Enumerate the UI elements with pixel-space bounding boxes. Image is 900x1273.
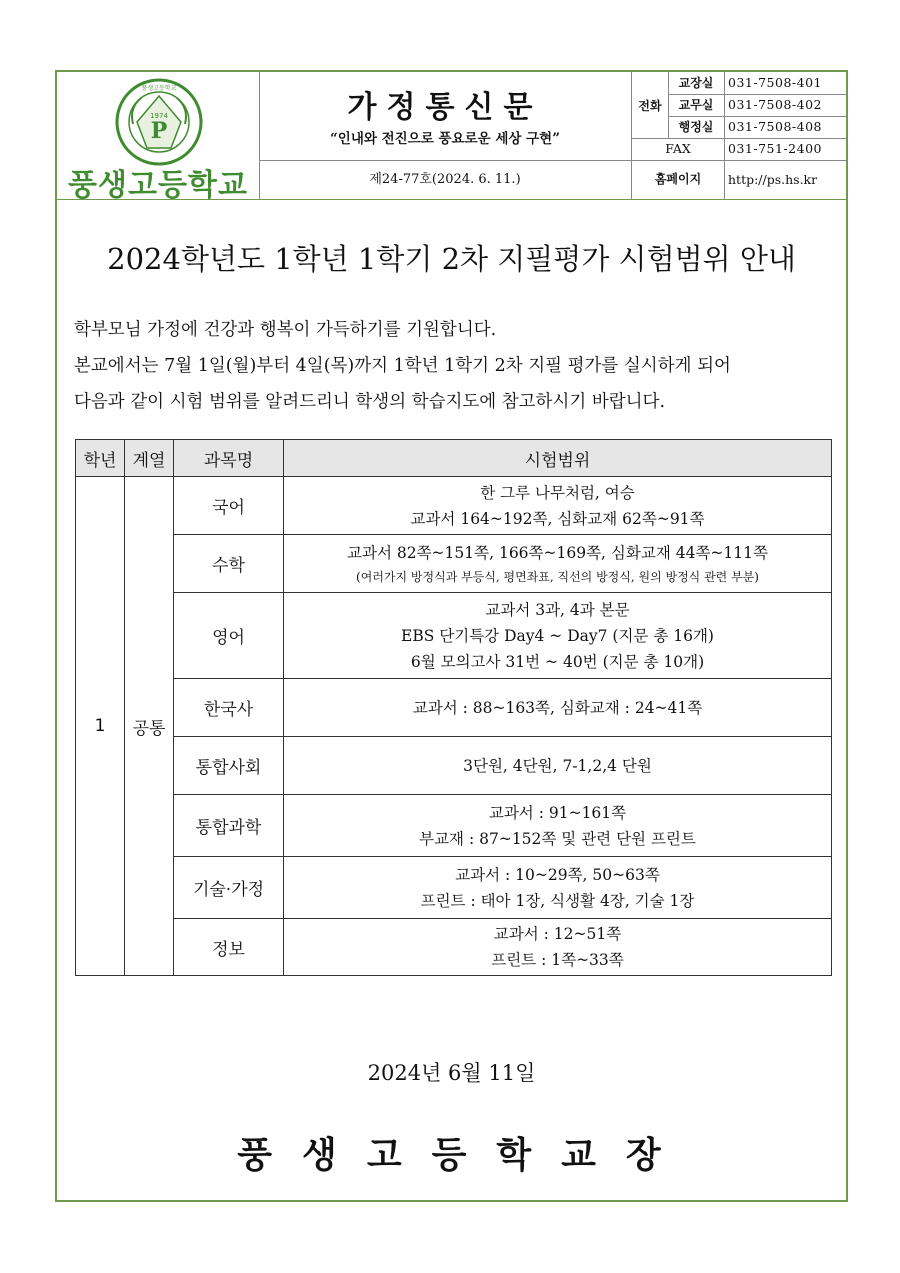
subject-cell: 국어 xyxy=(174,477,284,535)
phone-office-label: 교장실 xyxy=(668,72,725,94)
phone-label: 전화 xyxy=(632,72,669,139)
subject-cell: 통합사회 xyxy=(174,737,284,795)
homepage-link[interactable]: http://ps.hs.kr xyxy=(728,172,818,187)
subject-cell: 한국사 xyxy=(174,679,284,737)
school-slogan: “인내와 전진으로 풍요로운 세상 구현” xyxy=(330,131,560,147)
scope-line: 교과서 82쪽~151쪽, 166쪽~169쪽, 심화교재 44쪽~111쪽 xyxy=(347,543,768,562)
scope-line: EBS 단기특강 Day4 ~ Day7 (지문 총 16개) xyxy=(401,626,714,645)
scope-cell xyxy=(284,593,832,679)
newsletter-header xyxy=(57,72,846,203)
header-subject: 과목명 xyxy=(174,440,284,477)
table-row xyxy=(76,737,832,795)
header-scope: 시험범위 xyxy=(284,440,832,477)
scope-line: 6월 모의고사 31번 ~ 40번 (지문 총 10개) xyxy=(410,652,705,671)
scope-cell xyxy=(284,857,832,919)
scope-note: (여러가지 방정식과 부등식, 평면좌표, 직선의 방정식, 원의 방정식 관련 부분) xyxy=(356,569,759,584)
intro-line: 학부모님 가정에 건강과 행복이 가득하기를 기원합니다. xyxy=(74,320,497,340)
subject-cell: 통합과학 xyxy=(174,795,284,857)
issue-number: 제24-77호(2024. 6. 11.) xyxy=(369,172,521,187)
scope-line: 교과서 : 88~163쪽, 심화교재 : 24~41쪽 xyxy=(412,698,703,717)
phone-number: 031-7508-402 xyxy=(728,97,822,112)
scope-line: 교과서 3과, 4과 본문 xyxy=(485,600,630,619)
header-track: 계열 xyxy=(125,440,174,477)
table-row xyxy=(76,593,832,679)
scope-line: 교과서 : 12~51쪽 xyxy=(493,925,622,943)
homepage-label: 홈페이지 xyxy=(632,160,725,199)
table-header-row xyxy=(76,440,832,477)
subject-cell: 수학 xyxy=(174,535,284,593)
table-row xyxy=(76,679,832,737)
phone-number: 031-7508-401 xyxy=(728,75,822,90)
newsletter-title: 가정통신문 xyxy=(347,90,543,125)
fax-row xyxy=(632,138,847,161)
phone-row xyxy=(668,116,847,139)
phone-row xyxy=(668,72,847,95)
homepage-row xyxy=(632,160,847,199)
svg-text:풍생고등학교: 풍생고등학교 xyxy=(141,85,177,92)
school-name: 풍생고등학교 xyxy=(68,168,248,203)
track-cell: 공통 xyxy=(125,477,174,976)
scope-cell xyxy=(284,535,832,593)
phone-row xyxy=(668,94,847,117)
school-logo-box xyxy=(57,72,260,203)
phone-office-label: 행정실 xyxy=(668,116,725,138)
exam-scope-table xyxy=(75,439,832,976)
school-emblem-icon xyxy=(115,78,203,166)
table-row xyxy=(76,535,832,593)
table-row xyxy=(76,919,832,976)
scope-line: 3단원, 4단원, 7-1,2,4 단원 xyxy=(463,756,652,775)
intro-line: 다음과 같이 시험 범위를 알려드리니 학생의 학습지도에 참고하시기 바랍니다. xyxy=(74,392,666,412)
scope-cell xyxy=(284,737,832,795)
intro-line: 본교에서는 7월 1일(월)부터 4일(목)까지 1학년 1학기 2차 지필 평가를 실시하게 되어 xyxy=(74,356,731,376)
subject-cell: 기술·가정 xyxy=(174,857,284,919)
svg-text:P: P xyxy=(150,118,168,144)
svg-text:1974: 1974 xyxy=(150,112,168,120)
intro-text xyxy=(74,312,834,420)
scope-line: 한 그루 나무처럼, 여승 xyxy=(480,483,635,502)
subject-cell: 영어 xyxy=(174,593,284,679)
subject-cell: 정보 xyxy=(174,919,284,976)
scope-line: 부교재 : 87~152쪽 및 관련 단원 프린트 xyxy=(419,829,696,848)
contact-info xyxy=(631,72,847,199)
page-title: 2024학년도 1학년 1학기 2차 지필평가 시험범위 안내 xyxy=(107,242,796,276)
scope-cell xyxy=(284,919,832,976)
scope-line: 교과서 164~192쪽, 심화교재 62쪽~91쪽 xyxy=(410,509,705,528)
scope-line: 프린트 : 1쪽~33쪽 xyxy=(491,951,624,969)
table-row xyxy=(76,857,832,919)
issue-date: 2024년 6월 11일 xyxy=(367,1061,536,1085)
phone-number: 031-7508-408 xyxy=(728,119,822,134)
grade-cell: 1 xyxy=(76,477,125,976)
scope-line: 교과서 : 10~29쪽, 50~63쪽 xyxy=(455,865,660,884)
principal-signature: 풍생고등학교장 xyxy=(237,1135,691,1176)
newsletter-title-box xyxy=(259,72,631,161)
phone-office-label: 교무실 xyxy=(668,94,725,116)
scope-cell xyxy=(284,795,832,857)
scope-line: 교과서 : 91~161쪽 xyxy=(488,803,627,822)
table-row xyxy=(76,477,832,535)
scope-cell xyxy=(284,679,832,737)
scope-line: 프린트 : 태아 1장, 식생활 4장, 기술 1장 xyxy=(420,891,695,910)
table-row xyxy=(76,795,832,857)
header-grade: 학년 xyxy=(76,440,125,477)
fax-label: FAX xyxy=(632,138,725,160)
fax-number: 031-751-2400 xyxy=(728,141,822,156)
scope-cell xyxy=(284,477,832,535)
newsletter-frame xyxy=(55,70,848,1202)
